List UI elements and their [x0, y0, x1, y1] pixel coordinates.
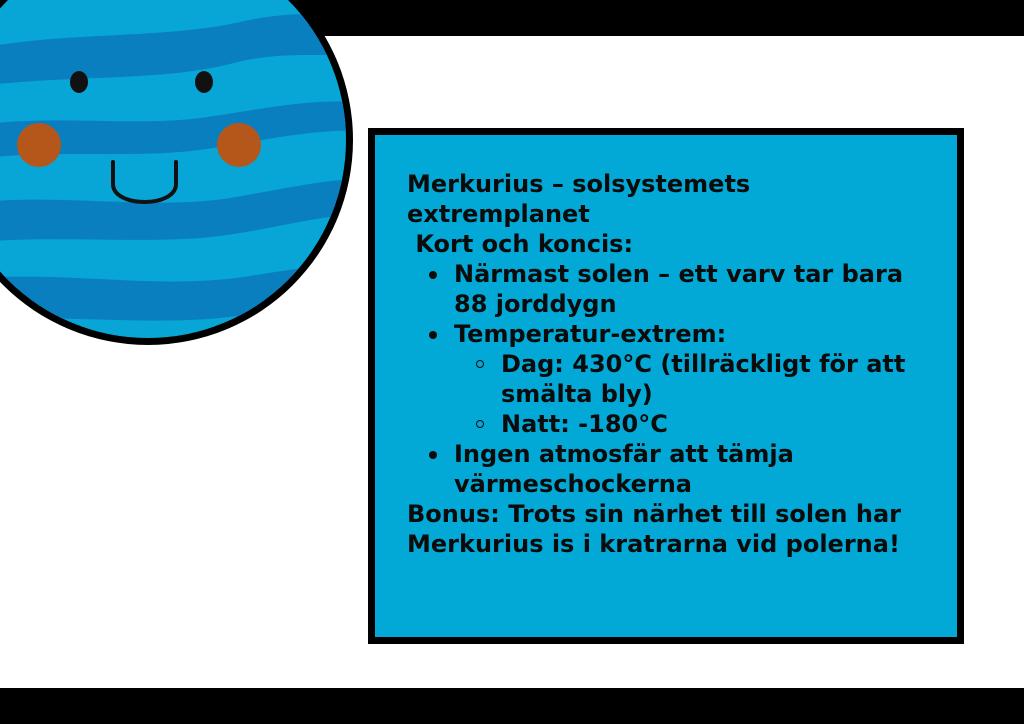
hollow-bullet-icon: [476, 420, 484, 428]
fact-subtext: Dag: 430°C (tillräckligt för att smälta bly): [501, 350, 906, 408]
bullet-icon: [429, 331, 437, 339]
info-card-content: [407, 169, 917, 559]
card-subtitle: Kort och koncis:: [407, 230, 634, 258]
planet-left-cheek: [17, 123, 61, 167]
fact-list: [407, 259, 917, 499]
fact-text: Närmast solen – ett varv tar bara 88 jorddygn: [454, 260, 904, 318]
card-title-line-2: extremplanet: [407, 200, 590, 228]
fact-text: Temperatur-extrem:: [454, 320, 727, 348]
fact-subtext: Natt: -180°C: [501, 410, 668, 438]
fact-text: Ingen atmosfär att tämja värmeschockerna: [454, 440, 794, 498]
info-card: [368, 128, 964, 644]
fact-subitem: [407, 349, 917, 409]
bullet-icon: [429, 271, 437, 279]
fact-subitem: [407, 409, 917, 439]
hollow-bullet-icon: [476, 360, 484, 368]
planet-left-eye: [70, 71, 88, 93]
fact-item: [407, 439, 917, 499]
planet-icon: [0, 0, 370, 360]
fact-item: [407, 319, 917, 349]
card-title-line-1: Merkurius – solsystemets: [407, 170, 751, 198]
fact-item: [407, 259, 917, 319]
planet-right-cheek: [217, 123, 261, 167]
bottom-frame-bar: [0, 688, 1024, 724]
planet-right-eye: [195, 71, 213, 93]
bonus-text: Bonus: Trots sin närhet till solen har Merkurius is i kratrarna vid polerna!: [407, 500, 901, 558]
bullet-icon: [429, 451, 437, 459]
